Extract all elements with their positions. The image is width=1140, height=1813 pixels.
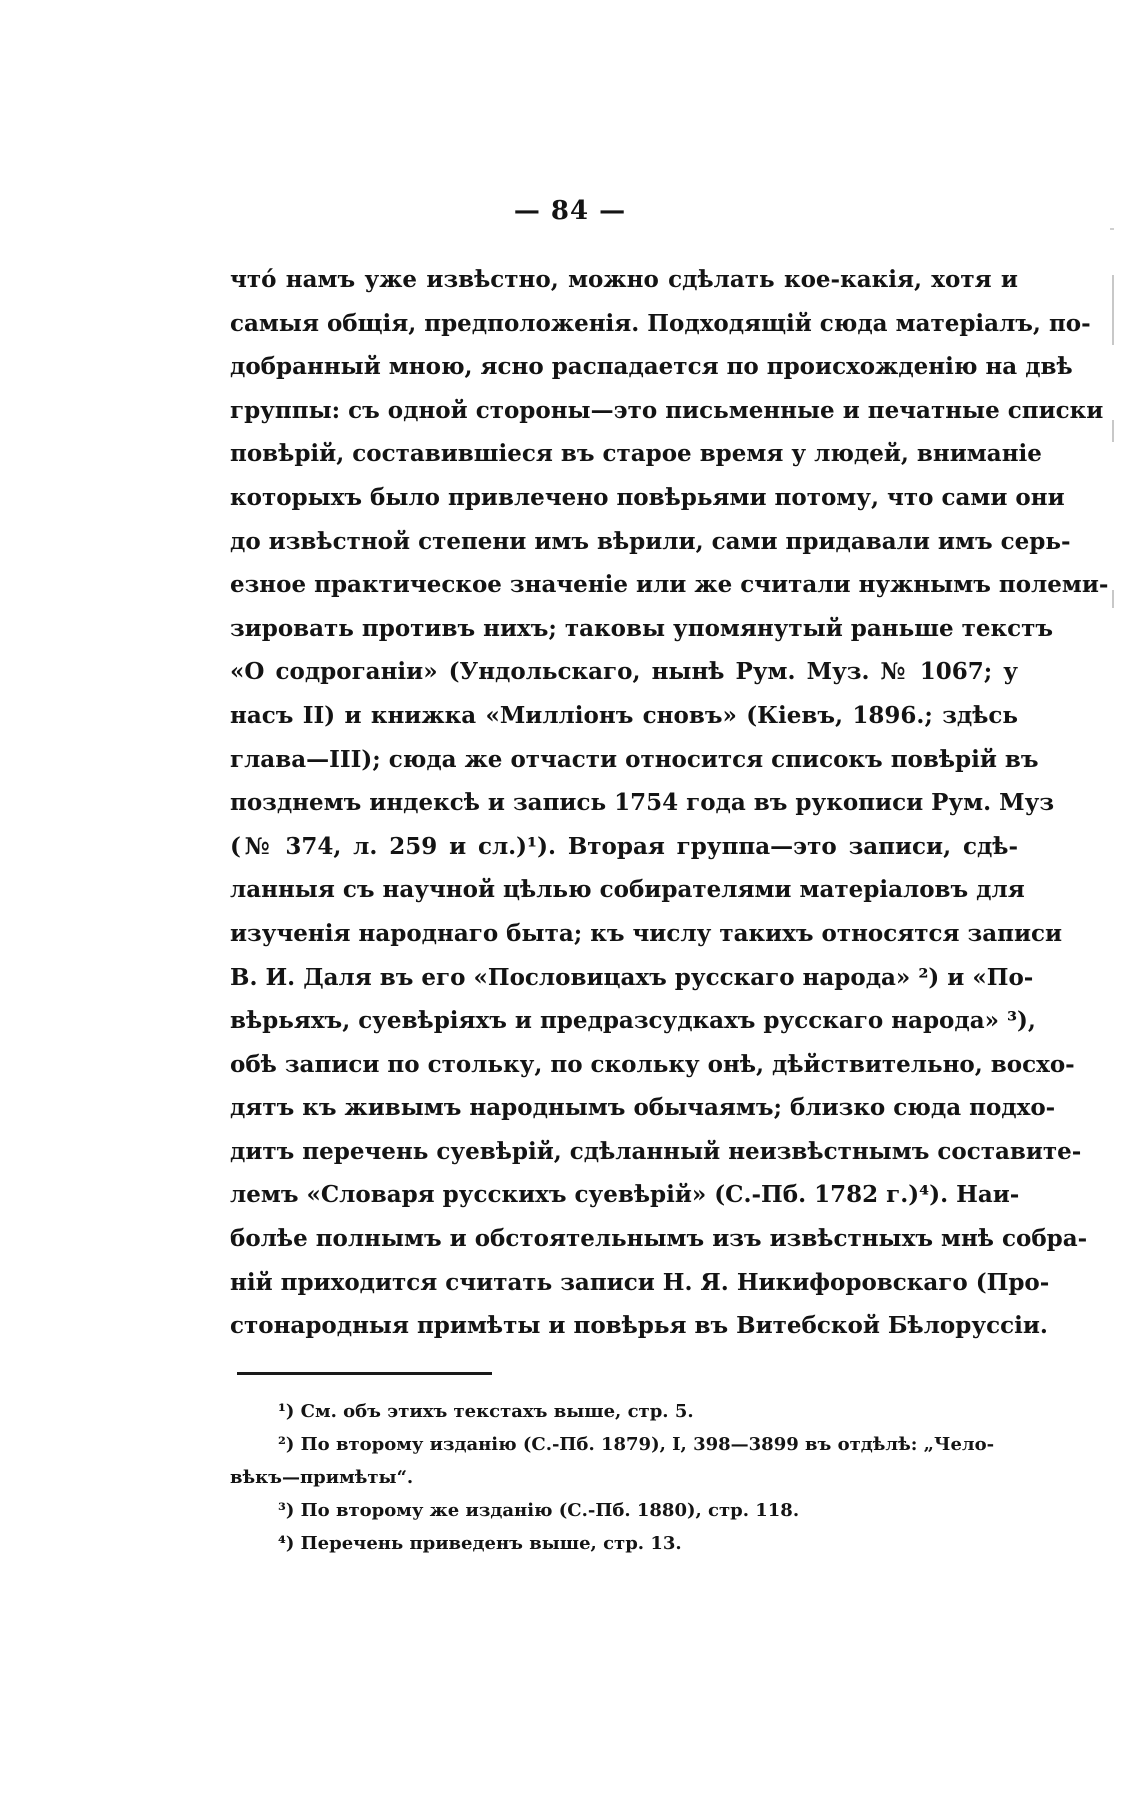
text-line: чтó намъ уже извѣстно, можно сдѣлать кое-какія, хотя и xyxy=(230,266,1018,293)
text-line: добранный мною, ясно распадается по происхожденію на двѣ xyxy=(230,353,1073,381)
text-line: насъ II) и книжка «Милліонъ сновъ» (Кіевъ, 1896.; здѣсь xyxy=(230,701,1018,729)
scan-margin-mark xyxy=(1112,420,1114,442)
text-line: до извѣстной степени имъ вѣрили, сами придавали имъ серь- xyxy=(230,527,1071,555)
footnote-2: ²) По второму изданію (С.-Пб. 1879), I, 398—3899 въ отдѣлѣ: „Чело- xyxy=(278,1434,995,1455)
text-line: дитъ перечень суевѣрій, сдѣланный неизвѣстнымъ составите- xyxy=(230,1137,1082,1165)
footnote-3: ³) По второму же изданію (С.-Пб. 1880), стр. 118. xyxy=(278,1500,800,1521)
text-line: вѣрьяхъ, суевѣріяхъ и предразсудкахъ русскаго народа» ³), xyxy=(230,1007,1036,1035)
text-line: повѣрій, составившіеся въ старое время у людей, вниманіе xyxy=(230,440,1042,468)
footnotes xyxy=(230,1395,1018,1560)
scan-margin-mark xyxy=(1112,275,1114,345)
text-line: обѣ записи по стольку, по скольку онѣ, дѣйствительно, восхо- xyxy=(230,1050,1075,1078)
text-line: болѣе полнымъ и обстоятельнымъ изъ извѣстныхъ мнѣ собра- xyxy=(230,1225,1088,1253)
text-line: самыя общія, предположенія. Подходящій сюда матеріалъ, по- xyxy=(230,309,1091,337)
text-line: позднемъ индексѣ и запись 1754 года въ рукописи Рум. Муз xyxy=(230,789,1055,817)
scan-speck xyxy=(1110,228,1114,230)
text-line: ній приходится считать записи Н. Я. Никифоровскаго (Про- xyxy=(230,1268,1050,1296)
footnote-2-continuation: вѣкъ—примѣты“. xyxy=(230,1467,414,1488)
text-line: «О содроганіи» (Ундольскаго, нынѣ Рум. Муз. № 1067; у xyxy=(230,658,1018,686)
text-line: зировать противъ нихъ; таковы упомянутый раньше текстъ xyxy=(230,614,1053,642)
text-line: лемъ «Словаря русскихъ суевѣрій» (С.-Пб. 1782 г.)⁴). Наи- xyxy=(230,1181,1020,1209)
text-line: стонародныя примѣты и повѣрья въ Витебской Бѣлоруссіи. xyxy=(230,1312,1048,1340)
text-line: езное практическое значеніе или же считали нужнымъ полеми- xyxy=(230,571,1109,599)
text-line: изученія народнаго быта; къ числу такихъ относятся записи xyxy=(230,919,1063,947)
text-line: группы: съ одной стороны—это письменные и печатные списки xyxy=(230,396,1104,424)
main-text xyxy=(230,258,1109,1348)
text-line: ланныя съ научной цѣлью собирателями матеріаловъ для xyxy=(230,876,1025,904)
text-line: глава—III); сюда же отчасти относится списокъ повѣрій въ xyxy=(230,745,1039,773)
text-line: В. И. Даля въ его «Пословицахъ русскаго народа» ²) и «По- xyxy=(230,963,1034,991)
footnote-1: ¹) См. объ этихъ текстахъ выше, стр. 5. xyxy=(278,1401,694,1422)
footnote-divider xyxy=(237,1372,492,1375)
text-line: дятъ къ живымъ народнымъ обычаямъ; близко сюда подхо- xyxy=(230,1094,1056,1122)
scan-margin-mark xyxy=(1112,590,1114,608)
text-line: которыхъ было привлечено повѣрьями потому, что сами они xyxy=(230,483,1065,511)
page-number: — 84 — xyxy=(513,196,627,226)
text-line: (№ 374, л. 259 и сл.)¹). Вторая группа—это записи, сдѣ- xyxy=(230,832,1018,860)
footnote-4: ⁴) Перечень приведенъ выше, стр. 13. xyxy=(278,1533,682,1554)
